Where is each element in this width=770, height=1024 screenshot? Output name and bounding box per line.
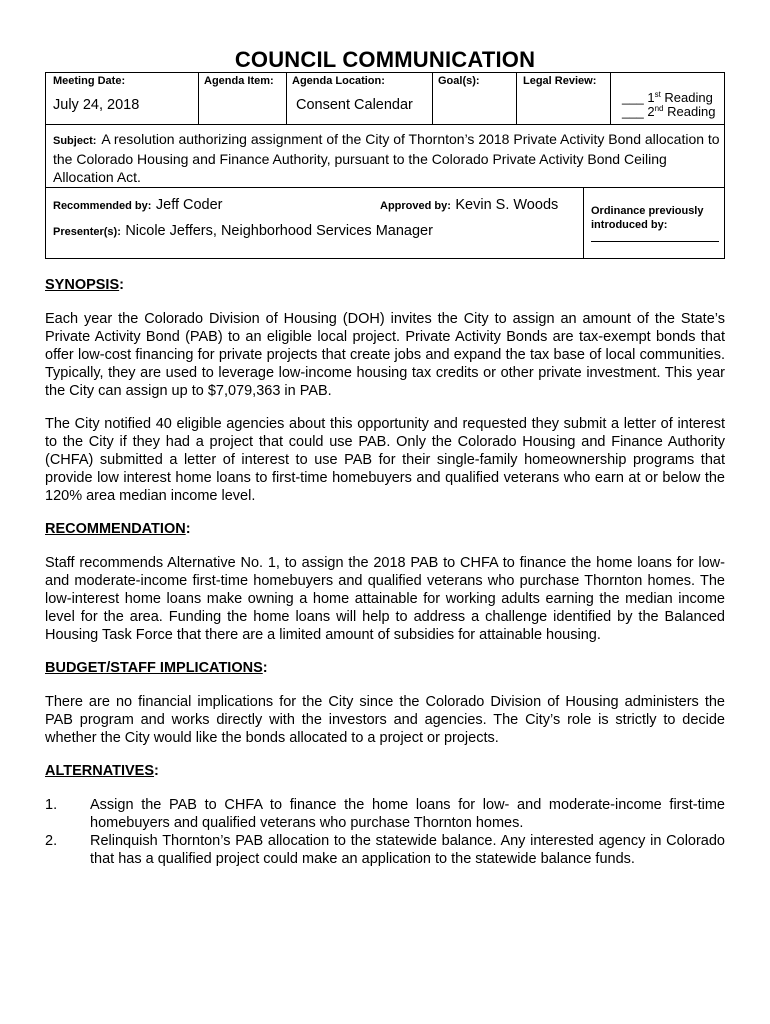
budget-heading-text: BUDGET/STAFF IMPLICATIONS	[45, 660, 263, 676]
first-reading	[622, 90, 713, 105]
divider	[46, 187, 724, 188]
synopsis-paragraph: Each year the Colorado Division of Housing (DOH) invites the City to assign an amount of the State’s Private Activity Bond (PAB) to an eligible local project. Private Activity Bonds are tax-exempt bonds that offer low-cost financing for private projects that create jobs and expand the tax base of local communities. Typically, they are used to leverage low-income housing tax credits or other private investment. This year the City can assign up to $7,079,363 in PAB.	[45, 311, 725, 399]
alternative-item	[45, 832, 725, 868]
divider	[583, 187, 584, 259]
second-reading-blank: ___	[622, 104, 644, 119]
header-table	[45, 72, 725, 259]
synopsis-paragraph: The City notified 40 eligible agencies about this opportunity and requested they submit a letter of interest to the City if they had a project that could use PAB. Only the Colorado Housing and Finance Authority (CHFA) submitted a letter of interest to use PAB for their single-family homeownership programs that provide low interest home loans to first-time homebuyers and qualified veterans who earn at or below the 120% area median income level.	[45, 416, 725, 504]
first-reading-text: Reading	[664, 90, 713, 105]
first-reading-suffix: st	[654, 90, 661, 99]
agenda-item-label: Agenda Item:	[204, 75, 274, 87]
meeting-date-value: July 24, 2018	[53, 97, 140, 113]
agenda-location-label: Agenda Location:	[292, 75, 385, 87]
first-reading-ordinal: 1	[647, 90, 655, 105]
alternative-text: Relinquish Thornton’s PAB allocation to the statewide balance. Any interested agency in Colorado that has a qualified project could make an application to the statewide balance funds.	[90, 833, 725, 867]
goals-label: Goal(s):	[438, 75, 480, 87]
subject-text: A resolution authorizing assignment of the City of Thornton’s 2018 Private Activity Bond allocation to the Colorado Housing and Finance Authority, pursuant to the Colorado Private Activity Bond Ceiling Allocation Act.	[53, 131, 720, 185]
subject-label: Subject:	[53, 135, 97, 147]
recommendation-heading	[45, 520, 725, 538]
recommendation-paragraph: Staff recommends Alternative No. 1, to assign the 2018 PAB to CHFA to finance the home loans for low- and moderate-income first-time homebuyers and qualified veterans who purchase Thornton homes. The low-interest home loans make owning a home attainable for working adults earning the median income level for the area. Funding the home loans will help to address a challenge identified by the Balanced Housing Task Force that there are a limited amount of subsidies for attainable housing.	[45, 555, 725, 643]
presenters	[53, 222, 433, 240]
second-reading-suffix: nd	[654, 104, 664, 113]
divider	[516, 73, 517, 124]
heading-colon: :	[185, 521, 191, 537]
divider	[46, 124, 724, 125]
synopsis-heading-text: SYNOPSIS	[45, 277, 120, 293]
recommendation-heading-text: RECOMMENDATION	[45, 521, 186, 537]
alternative-number: 2.	[45, 833, 58, 849]
ordinance-blank-line	[591, 241, 719, 242]
synopsis-heading	[45, 276, 725, 294]
presenters-value: Nicole Jeffers, Neighborhood Services Manager	[125, 223, 433, 239]
budget-paragraph: There are no financial implications for the City since the Colorado Division of Housing administers the PAB program and works directly with the investors and agencies. The City’s role is strictly to decide whether the City would like the bonds allocated to a project or projects.	[45, 694, 725, 746]
alternatives-heading-text: ALTERNATIVES	[45, 763, 155, 779]
ordinance-introduced-label: Ordinance previously introduced by:	[591, 205, 704, 231]
budget-heading	[45, 659, 725, 677]
recommended-by-label: Recommended by:	[53, 200, 152, 212]
presenters-label: Presenter(s):	[53, 226, 121, 238]
meeting-date-label: Meeting Date:	[53, 75, 126, 87]
approved-by-label: Approved by:	[380, 200, 451, 212]
heading-colon: :	[262, 660, 268, 676]
document-title: COUNCIL COMMUNICATION	[234, 47, 536, 72]
agenda-location-value: Consent Calendar	[296, 97, 413, 113]
divider	[286, 73, 287, 124]
alternative-text: Assign the PAB to CHFA to finance the home loans for low- and moderate-income first-time homebuyers and qualified veterans who purchase Thornton homes.	[90, 797, 725, 831]
heading-colon: :	[119, 277, 124, 293]
divider	[432, 73, 433, 124]
divider	[610, 73, 611, 124]
approved-by	[380, 196, 558, 214]
first-reading-blank: ___	[622, 90, 644, 105]
legal-review-label: Legal Review:	[523, 75, 597, 87]
divider	[198, 73, 199, 124]
document-body	[45, 276, 725, 868]
alternative-number: 1.	[45, 797, 58, 813]
alternatives-heading	[45, 762, 725, 780]
approved-by-value: Kevin S. Woods	[455, 197, 559, 213]
heading-colon: :	[154, 763, 159, 779]
second-reading-text: Reading	[667, 104, 716, 119]
recommended-by-value: Jeff Coder	[155, 197, 223, 213]
recommended-by	[53, 196, 223, 214]
second-reading-ordinal: 2	[647, 104, 655, 119]
second-reading	[622, 104, 716, 119]
alternative-item	[45, 796, 725, 832]
subject	[53, 130, 721, 186]
